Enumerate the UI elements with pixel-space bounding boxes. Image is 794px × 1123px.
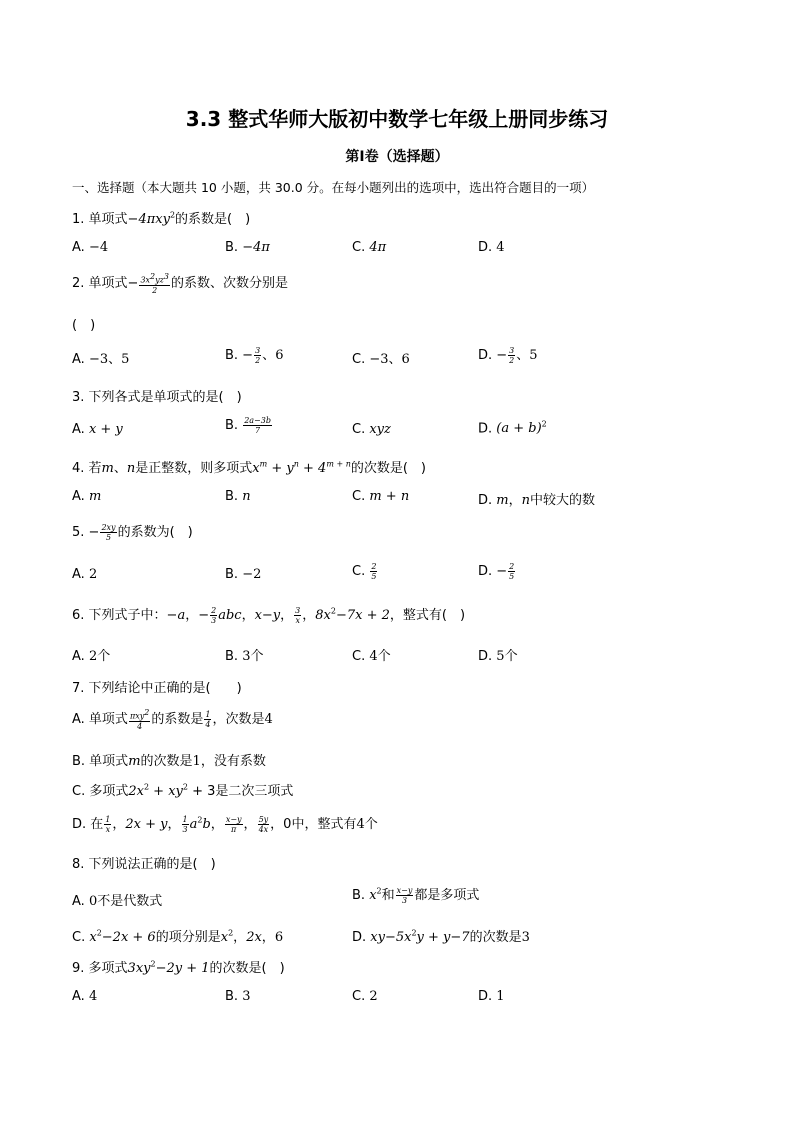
question-1-stem: 1. 单项式−4πxy$^2$的系数是( ) xyxy=(72,210,251,227)
question-7-option-d: D. 在 $\frac{1}{x}$ ，2x + y， $\frac{1}{3}$ $a^2b$， $\frac{x-y}{\pi}$ ， $\frac{5y}{4x}$ ，0中，整式有4个 xyxy=(72,815,378,834)
question-3-option-c: C. xyz xyxy=(352,422,391,437)
question-2-option-b: B. − $\frac{3}{2}$ 、6 xyxy=(225,346,284,365)
question-3-option-d: D. $(a + b)^2$ xyxy=(478,420,547,437)
question-2-stem: 2. 单项式− $\frac{3x^2yz^3}{2}$ 的系数、次数分别是 xyxy=(72,272,288,295)
question-4-option-b: B. n xyxy=(225,489,251,504)
question-4-option-c: C. m + n xyxy=(352,489,410,504)
question-5-option-d: D. − $\frac{2}{5}$ xyxy=(478,562,515,581)
question-6-option-a: A. 2个 xyxy=(72,649,111,664)
question-3-stem: 3. 下列各式是单项式的是( ) xyxy=(72,390,242,405)
question-8-option-b: B. $x^2$和 $\frac{x-y}{3}$ 都是多项式 xyxy=(352,886,480,905)
section-heading: 一、选择题（本大题共 10 小题，共 30.0 分。在每小题列出的选项中，选出符合题目的一项） xyxy=(72,180,595,195)
question-8-option-a: A. 0不是代数式 xyxy=(72,894,163,909)
question-5-option-b: B. −2 xyxy=(225,567,262,582)
question-4-option-d: D. m，n中较大的数 xyxy=(478,493,596,508)
question-1-option-c: C. 4π xyxy=(352,240,387,255)
question-5-stem: 5. − $\frac{2xy}{5}$ 的系数为( ) xyxy=(72,523,193,542)
question-6-option-d: D. 5个 xyxy=(478,649,518,664)
question-7-stem: 7. 下列结论中正确的是( ) xyxy=(72,681,242,696)
question-3-option-a: A. x + y xyxy=(72,422,123,437)
question-7-option-b: B. 单项式m的次数是1，没有系数 xyxy=(72,754,266,769)
question-5-option-a: A. 2 xyxy=(72,567,98,582)
question-9-option-b: B. 3 xyxy=(225,989,251,1004)
question-8-stem: 8. 下列说法正确的是( ) xyxy=(72,857,216,872)
question-2-option-a: A. −3、5 xyxy=(72,352,130,367)
question-3-option-b: B. $\frac{2a-3b}{7}$ xyxy=(225,416,271,435)
question-4-option-a: A. m xyxy=(72,489,102,504)
question-2-option-d: D. − $\frac{3}{2}$ 、5 xyxy=(478,346,538,365)
question-1-option-a: A. −4 xyxy=(72,240,109,255)
question-4-stem: 4. 若m、n是正整数，则多项式$x^m + y^n + 4^{m + n}$的次数是( ) xyxy=(72,459,427,476)
question-5-option-c: C. $\frac{2}{5}$ xyxy=(352,562,377,581)
question-7-option-a: A. 单项式 $\frac{\pi xy^2}{4}$ 的系数是 $\frac{1}{4}$ ，次数是4 xyxy=(72,708,273,731)
question-6-stem: 6. 下列式子中：−a，− $\frac{2}{3}$ abc，x−y， $\frac{3}{x}$ ，$8x^2-7x + 2$，整式有( ) xyxy=(72,606,466,625)
question-8-option-d: D. $xy-5x^2y + y-7$的次数是3 xyxy=(352,928,530,945)
question-9-option-d: D. 1 xyxy=(478,989,505,1004)
question-9-stem: 9. 多项式$3xy^2-2y + 1$的次数是( ) xyxy=(72,959,285,976)
page-title: 3.3 整式华师大版初中数学七年级上册同步练习 xyxy=(185,107,609,131)
question-7-option-c: C. 多项式$2x^2 + xy^2 + 3$是二次三项式 xyxy=(72,782,294,799)
question-6-option-c: C. 4个 xyxy=(352,649,391,664)
question-2-option-c: C. −3、6 xyxy=(352,352,410,367)
question-1-option-d: D. 4 xyxy=(478,240,505,255)
question-9-option-c: C. 2 xyxy=(352,989,378,1004)
question-1-option-b: B. −4π xyxy=(225,240,270,255)
question-6-option-b: B. 3个 xyxy=(225,649,264,664)
question-8-option-c: C. $x^2-2x + 6$的项分别是$x^2$，2x，6 xyxy=(72,928,284,945)
question-2-stem-bracket: ( ) xyxy=(72,318,96,333)
part-title: 第Ⅰ卷（选择题） xyxy=(345,149,449,165)
question-9-option-a: A. 4 xyxy=(72,989,98,1004)
